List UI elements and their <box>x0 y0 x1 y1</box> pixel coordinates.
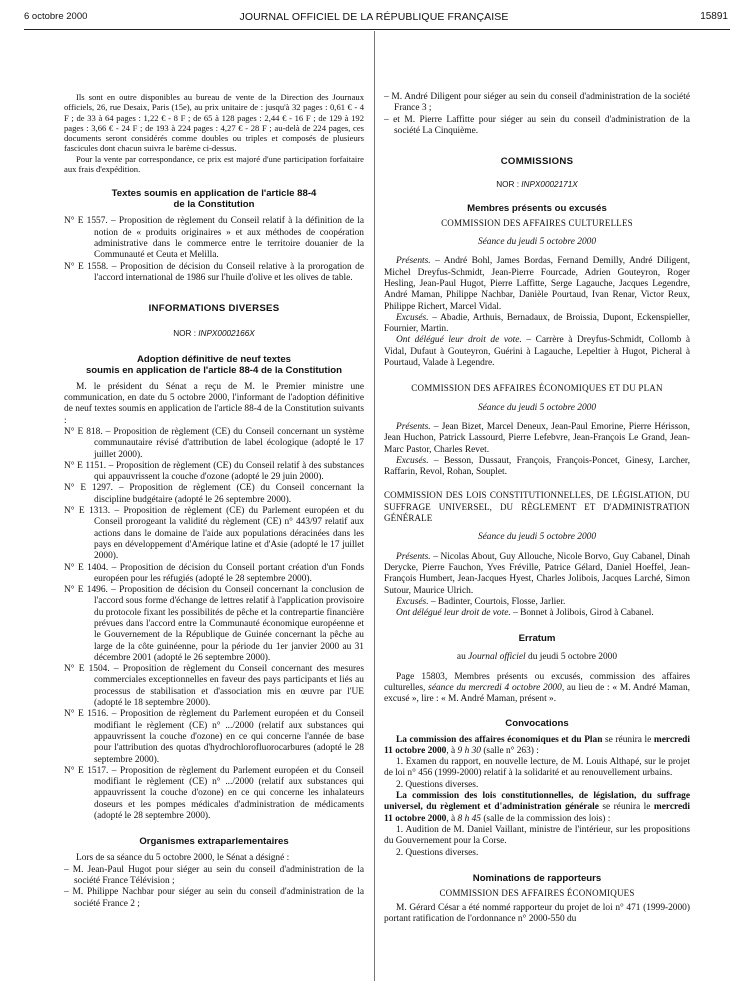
nominations-text: M. Gérard César a été nommé rapporteur du projet de loi n° 471 (1999-2000) portant ratification de l'ordonnance n° 2000-550 du <box>384 903 690 925</box>
nor-reference: NOR : INPX0002166X <box>173 329 255 339</box>
delegation-paragraph: Ont délégué leur droit de vote. – Bonnet à Jolibois, Girod à Cabanel. <box>396 608 654 619</box>
presents-paragraph: Présents. – André Bohl, James Bordas, Fernand Demilly, André Diligent, Michel Dreyfus-Schmidt, Jean-Pierre Fourcade, Adrien Gouteyron, Roger Hesling, Jean-Paul Hugot, Pierre Laffitte, Serge Lagauche, Jacques Legendre, André Maman, Philippe Nachbar, Danièle Pourtaud, Ivan Renar, Victor Reux, Philippe Richert, Marcel Vidal. <box>384 256 690 312</box>
list-item: N° E 1504. – Proposition de règlement du Conseil concernant des mesures commerciales exceptionnelles en faveur des pays participants et liés au processus de stabilisation et d'association mis en œuvre par l'UE (adopté le 18 septembre 2000). <box>64 664 364 709</box>
informations-diverses-title: INFORMATIONS DIVERSES <box>148 303 280 315</box>
erratum-text: Page 15803, Membres présents ou excusés, commission des affaires culturelles, séance du mercredi 4 octobre 2000, au lieu de : « M. André Maman, excusé », lire : « M. André Maman, présent ». <box>384 671 690 705</box>
convocation-paragraph: La commission des lois constitutionnelles, de législation, du suffrage universel, du règlement et d'administration générale se réunira le mercredi 11 octobre 2000, à 8 h 45 (salle de la commission des lois) : <box>384 791 690 824</box>
textes-section-title: Textes soumis en application de l'article 88-4 de la Constitution <box>111 188 317 211</box>
textes-list <box>64 216 364 284</box>
commission-name: COMMISSION DES AFFAIRES ÉCONOMIQUES <box>439 887 635 898</box>
erratum-subtitle: au Journal officiel du jeudi 5 octobre 2000 <box>456 652 618 663</box>
seance-date: Séance du jeudi 5 octobre 2000 <box>477 237 597 248</box>
page-header <box>0 0 748 30</box>
header-page-number: 15891 <box>700 11 728 22</box>
list-item: – M. Jean-Paul Hugot pour siéger au sein du conseil d'administration de la société France Télévision ; <box>64 864 364 886</box>
presents-paragraph: Présents. – Nicolas About, Guy Allouche, Nicole Borvo, Guy Cabanel, Dinah Derycke, Pierre Fauchon, Yves Fréville, Patrice Gélard, Daniel Hoeffel, Jean-François Humbert, Jean-Jacques Hyest, Charles Jolibois, Jacques Larché, Simon Sutour, Maurice Ulrich. <box>384 551 690 596</box>
excuses-paragraph: Excusés. – Besson, Dussaut, François, François-Poncet, Ginesy, Larcher, Raffarin, Revol, Rohan, Souplet. <box>384 455 690 478</box>
list-item: – M. André Diligent pour siéger au sein du conseil d'administration de la société France 3 ; <box>384 92 690 114</box>
commission-name: COMMISSION DES AFFAIRES CULTURELLES <box>441 217 633 228</box>
list-item: N° E 1516. – Proposition de règlement du Parlement européen et du Conseil modifiant le règlement (CE) n° .../2000 (relatif aux substances qui appauvrissent la couche d'ozone) en ce qui concerne l'année de base pour l'attribution des quotas d'hydrochlorofluorocarbures (adopté le 28 septembre 2000). <box>64 709 364 765</box>
organismes-intro: Lors de sa séance du 5 octobre 2000, le Sénat a désigné : <box>76 853 290 864</box>
list-item: N° E 1557. – Proposition de règlement du Conseil relatif à la définition de la notion de « produits originaires » et aux méthodes de coopération administrative dans le commerce entre le territoire douanier de la Communauté et Ceuta et Melilla. <box>64 216 364 261</box>
right-column <box>384 30 690 990</box>
list-item: 2. Questions diverses. <box>396 847 479 858</box>
adoption-list <box>64 427 364 822</box>
presents-paragraph: Présents. – Jean Bizet, Marcel Deneux, Jean-Paul Emorine, Pierre Hérisson, Jean Huchon, Patrick Lassourd, Pierre Lefebvre, Jean-François Le Grand, Jean-Marc Pastor, Charles Revet. <box>384 421 690 455</box>
convocations-title: Convocations <box>505 717 569 729</box>
commissions-title: COMMISSIONS <box>500 156 574 168</box>
delegation-paragraph: Ont délégué leur droit de vote. – Carrère à Dreyfus-Schmidt, Collomb à Vidal, Dufaut à Gouteyron, Guérini à Lagauche, Lepeltier à Hugot, Picheral à Pourtaud, Valade à Legendre. <box>384 335 690 369</box>
nominations-title: Nominations de rapporteurs <box>472 872 602 884</box>
list-item: N° E 1404. – Proposition de décision du Conseil portant création d'un Fonds européen pour les réfugiés (adopté le 28 septembre 2000). <box>64 562 364 584</box>
list-item: – M. Philippe Nachbar pour siéger au sein du conseil d'administration de la société France 2 ; <box>64 887 364 909</box>
list-item: N° E 1558. – Proposition de décision du Conseil relative à la prorogation de l'accord international de 1986 sur l'huile d'olive et les olives de table. <box>64 261 364 283</box>
seance-date: Séance du jeudi 5 octobre 2000 <box>477 532 597 543</box>
membres-title: Membres présents ou excusés <box>467 202 607 214</box>
excuses-paragraph: Excusés. – Badinter, Courtois, Flosse, Jarlier. <box>396 596 566 607</box>
list-item: N° E 1151. – Proposition de règlement (CE) du Conseil relatif à des substances qui appauvrissent la couche d'ozone (adopté le 29 juin 2000). <box>64 460 364 483</box>
header-date: 6 octobre 2000 <box>24 11 88 22</box>
adoption-intro: M. le président du Sénat a reçu de M. le Premier ministre une communication, en date du 5 octobre 2000, l'informant de l'adoption définitive de neuf textes soumis en application de l'article 88-4 de la Constitution suivants : <box>64 381 364 426</box>
erratum-title: Erratum <box>518 633 556 645</box>
list-item: 2. Questions diverses. <box>396 779 479 790</box>
postal-sale-paragraph: Pour la vente par correspondance, ce prix est majoré d'une participation forfaitaire aux frais d'expédition. <box>64 153 364 175</box>
commission-name: COMMISSION DES AFFAIRES ÉCONOMIQUES ET DU PLAN <box>411 383 663 394</box>
left-column <box>64 30 364 990</box>
column-separator <box>374 31 375 981</box>
organismes-title: Organismes extraparlementaires <box>139 836 289 848</box>
list-item: N° E 1297. – Proposition de règlement (CE) du Conseil concernant la discipline budgétaire (adopté le 26 septembre 2000). <box>64 483 364 505</box>
list-item: N° E 1313. – Proposition de règlement (CE) du Parlement européen et du Conseil prorogeant la validité du règlement (CE) n° 443/97 relatif aux actions dans le domaine de l'aide aux populations déracinées dans les pays en développement d'Amérique latine et d'Asie (adopté le 17 juillet 2000). <box>64 506 364 562</box>
adoption-section-title: Adoption définitive de neuf textes soumis en application de l'article 88-4 de la Constitution <box>85 353 343 376</box>
excuses-paragraph: Excusés. – Abadie, Arthuis, Bernadaux, de Broissia, Dupont, Eckenspieller, Fournier, Martin. <box>384 312 690 335</box>
seance-date: Séance du jeudi 5 octobre 2000 <box>477 402 597 413</box>
nor-reference: NOR : INPX0002171X <box>496 180 578 190</box>
list-item: 1. Examen du rapport, en nouvelle lecture, de M. Louis Althapé, sur le projet de loi n° 456 (1999-2000) relatif à la solidarité et au renouvellement urbains. <box>384 757 690 779</box>
convocation-paragraph: La commission des affaires économiques et du Plan se réunira le mercredi 11 octobre 2000, à 9 h 30 (salle n° 263) : <box>384 734 690 756</box>
commission-name: COMMISSION DES LOIS CONSTITUTIONNELLES, DE LÉGISLATION, DU SUFFRAGE UNIVERSEL, DU RÈGLEMENT ET D'ADMINISTRATION GÉNÉRALE <box>384 490 690 524</box>
list-item: – et M. Pierre Laffitte pour siéger au sein du conseil d'administration de la société La Cinquième. <box>384 114 690 136</box>
list-item: N° E 1496. – Proposition de décision du Conseil concernant la conclusion de l'accord sous forme d'échange de lettres relatif à l'application provisoire du protocole fixant les possibilités de pêche et la contrepartie financière prévues dans l'accord entre la Communauté économique européenne et le Gouvernement de la République de Guinée concernant la pêche au large de la côte guinéenne, pour la période du 1er janvier 2000 au 31 décembre 2001 (adopté le 26 septembre 2000). <box>64 585 364 663</box>
list-item: N° E 1517. – Proposition de règlement du Parlement européen et du Conseil modifiant le règlement (CE) n° .../2000 (relatif aux substances qui appauvrissent la couche d'ozone) en ce qui concerne les inhalateurs doseurs et les pompes médicales d'administration de médicaments (adopté le 28 septembre 2000). <box>64 765 364 822</box>
header-journal-title: JOURNAL OFFICIEL DE LA RÉPUBLIQUE FRANÇAISE <box>239 11 509 23</box>
list-item: 1. Audition de M. Daniel Vaillant, ministre de l'intérieur, sur les propositions du Gouvernement pour la Corse. <box>384 824 690 847</box>
price-paragraph: Ils sont en outre disponibles au bureau de vente de la Direction des Journaux officiels, 26, rue Desaix, Paris (15e), au prix unitaire de : jusqu'à 32 pages : 0,61 € - 4 F ; de 33 à 64 pages : 1,22 € - 8 F ; de 65 à 128 pages : 2,44 € - 16 F ; de 129 à 192 pages : 3,66 € - 24 F ; de 193 à 224 pages : 4,27 € - 28 F ; au-delà de 224 pages, ces documents seront considérés comme doubles ou triples et composés de plusieurs fascicules dont chacun suivra le barème ci-dessus. <box>64 92 364 154</box>
list-item: N° E 818. – Proposition de règlement (CE) du Conseil concernant un système communautaire révisé d'attribution de label écologique (adopté le 17 juillet 2000). <box>64 426 364 460</box>
